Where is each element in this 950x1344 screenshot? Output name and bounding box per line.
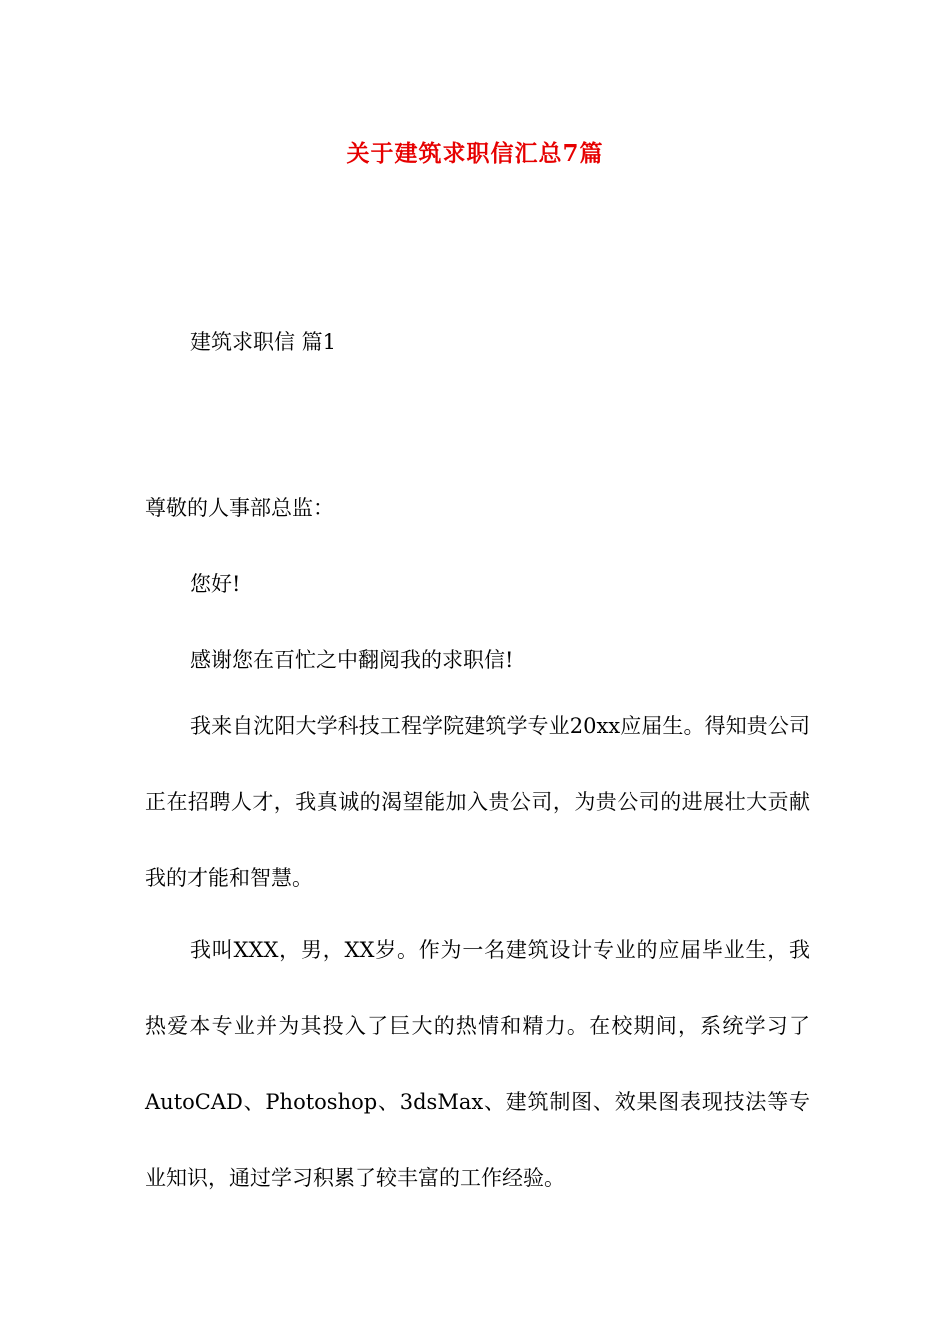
salutation: 尊敬的人事部总监： [145,496,334,520]
greeting: 您好! [190,572,241,596]
paragraph-background: 我叫XXX，男，XX岁。作为一名建筑设计专业的应届毕业生，我热爱本专业并为其投入了巨大的热情和精力。在校期间，系统学习了AutoCAD、Photoshop、3dsMax、建筑制图、效果图表现技法等专业知识，通过学习积累了较丰富的工作经验。 [145,938,810,1190]
paragraph-introduction: 我来自沈阳大学科技工程学院建筑学专业20xx应届生。得知贵公司正在招聘人才，我真诚的渴望能加入贵公司，为贵公司的进展壮大贡献我的才能和智慧。 [145,714,810,890]
thanks-line: 感谢您在百忙之中翻阅我的求职信! [190,648,514,672]
document-title: 关于建筑求职信汇总7篇 [346,140,604,167]
section-heading: 建筑求职信 篇1 [190,330,337,354]
